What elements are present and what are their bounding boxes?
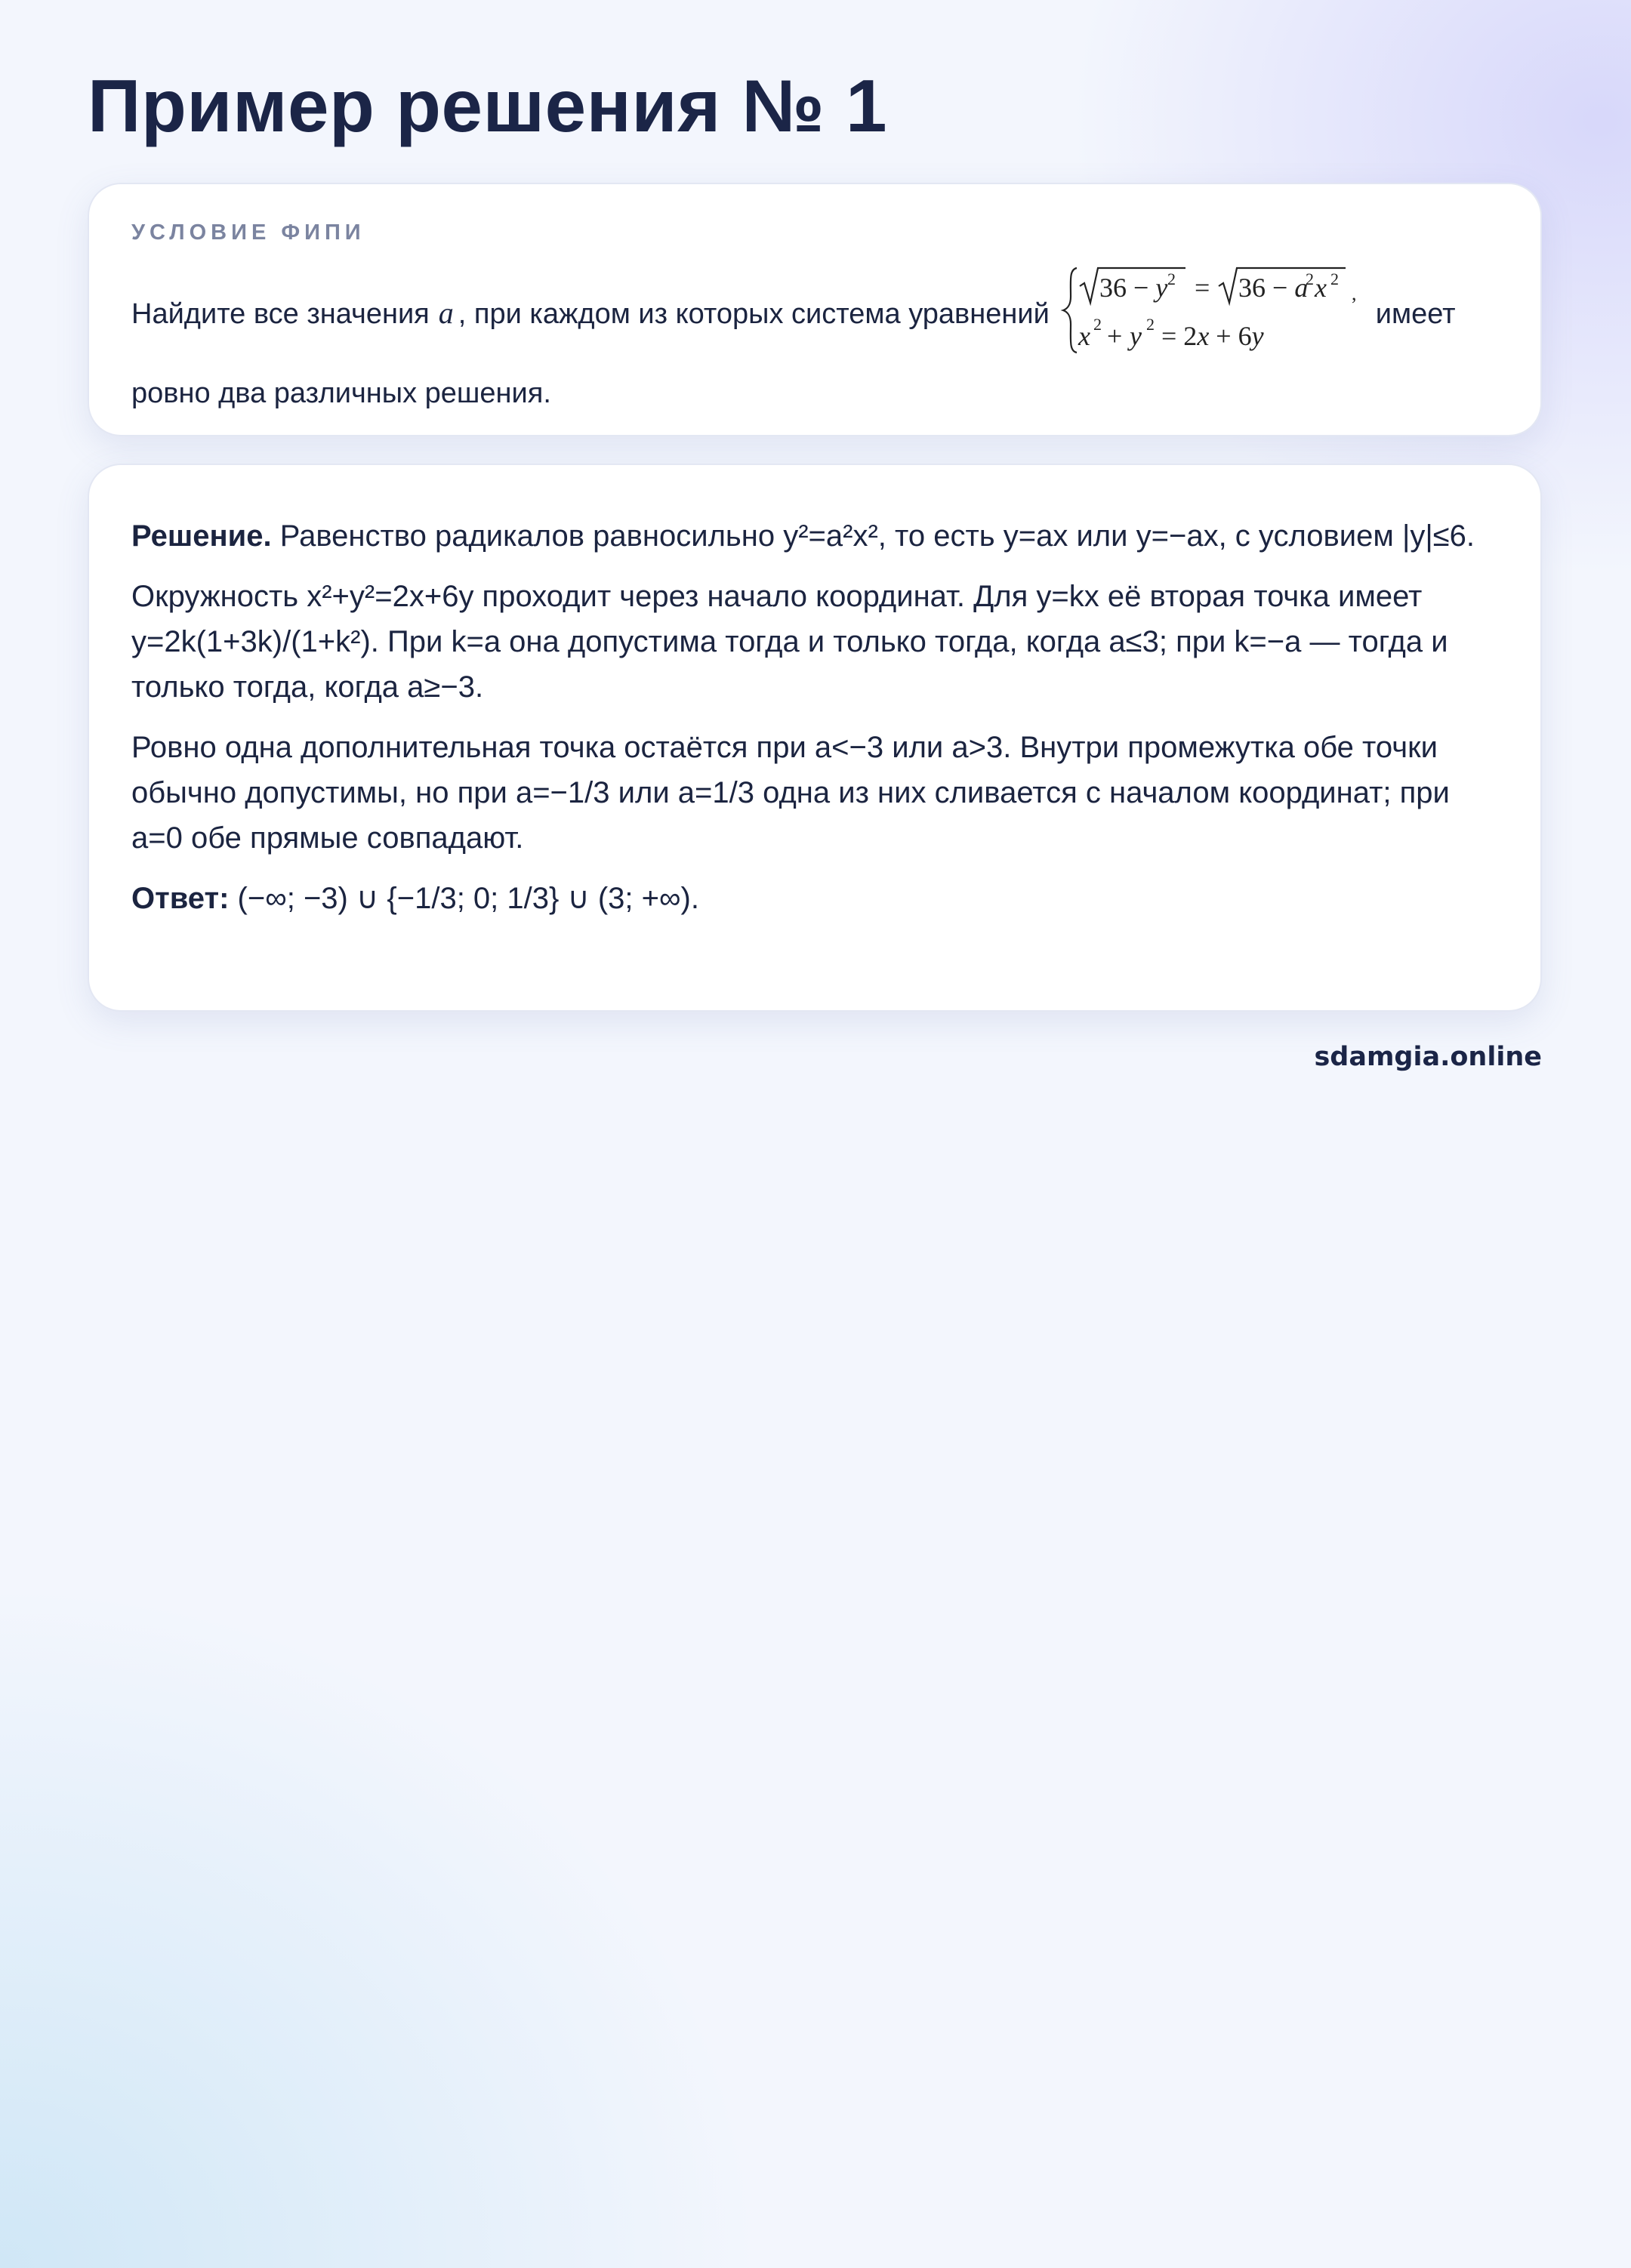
svg-text:=: = [1194,273,1210,303]
solution-paragraph-2: Окружность x²+y²=2x+6y проходит через начало координат. Для y=kx её вторая точка имеет y=2k(1+3k)/(1+k²). При k=a она допустима тогда и только тогда, когда a≤3; при k=−a — тогда и только тогда, когда a≥−3. [131,580,1448,704]
site-footer-link[interactable]: sdamgia.online [1314,1042,1542,1072]
solution-text-1: Равенство радикалов равносильно y²=a²x², то есть y=ax или y=−ax, с условием |y|≤6. [271,519,1475,553]
problem-statement [131,270,1498,430]
answer-text: (−∞; −3) ∪ {−1/3; 0; 1/3} ∪ (3; +∞). [229,882,699,915]
eq1-lhs-radicand: 36 − y [1099,273,1168,303]
solution-card [88,464,1542,1012]
svg-text:x: x [1314,273,1327,303]
solution-paragraph-1 [131,513,1498,559]
answer-paragraph [131,876,1498,921]
problem-text-before: Найдите все значения [131,298,430,331]
answer-heading: Ответ: [131,882,230,915]
problem-text-after: имеет ровно два различных решения. [131,298,1456,409]
svg-text:2: 2 [1330,270,1339,288]
svg-text:36 − a: 36 − a [1238,273,1309,303]
svg-text:= 2x + 6y: = 2x + 6y [1161,321,1264,351]
svg-text:2: 2 [1305,270,1314,288]
page-title: Пример решения № 1 [88,64,888,147]
condition-label: УСЛОВИЕ ФИПИ [131,220,365,245]
svg-text:+: + [1106,321,1123,351]
svg-text:x: x [1078,321,1090,351]
svg-text:,: , [1351,282,1357,304]
problem-variable: a [438,296,454,331]
solution-paragraph-3: Ровно одна дополнительная точка остаётся при a<−3 или a>3. Внутри промежутка обе точки обычно допустимы, но при a=−1/3 или a=1/3 одна из них сливается с началом координат; при a=0 обе прямые совпадают. [131,731,1450,855]
solution-heading: Решение. [131,519,272,553]
svg-text:2: 2 [1145,315,1155,334]
problem-text-middle: , при каждом из которых система уравнений [458,298,1050,331]
equation-system-formula [1060,263,1362,357]
condition-card [88,183,1542,436]
svg-text:2: 2 [1167,270,1176,288]
svg-text:y: y [1129,321,1142,351]
svg-text:2: 2 [1093,315,1102,334]
